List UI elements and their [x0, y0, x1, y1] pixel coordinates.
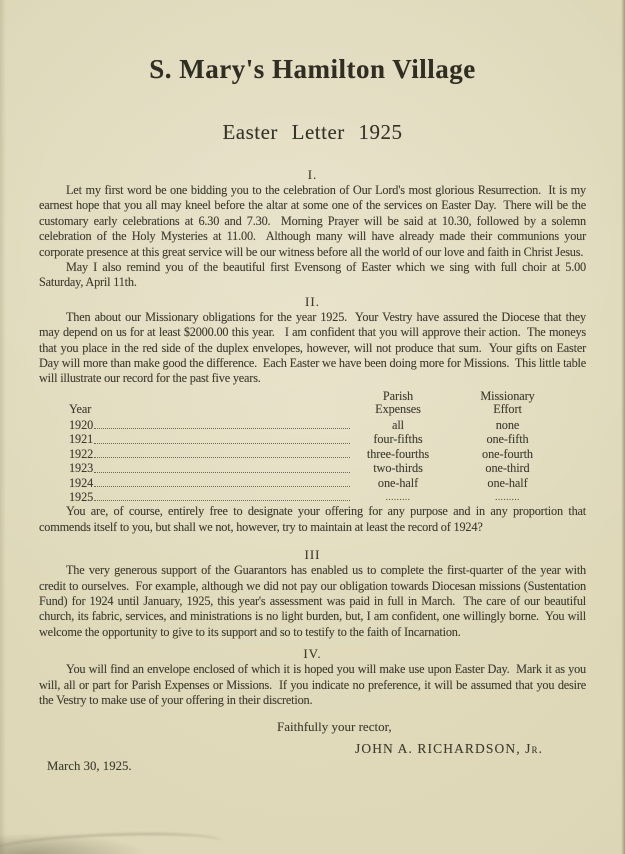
signature: JOHN A. RICHARDSON, Jr. [355, 741, 544, 757]
table-row [69, 418, 560, 432]
dotted-leader [94, 486, 350, 487]
year-value: 1922 [69, 446, 94, 461]
paragraph-designate-offering: You are, of course, entirely free to designate your offering for any purpose and in any proportion that commends itself to you, but shall we not, however, try to maintain at least the record of 1924? [39, 504, 589, 534]
table-row [69, 490, 560, 504]
section-heading-4: IV. [303, 646, 322, 662]
paragraph-envelope: You will find an envelope enclosed of which it is hoped you will make use upon Easter Day. Mark it as you will, all or part for Parish Expenses or Missions. If you indicate no preference, it will be assumed that you desire the Vestry to make use of your offering in their discretion. [39, 662, 589, 707]
dotted-leader [94, 500, 350, 501]
table-row [69, 476, 560, 490]
record-table [69, 390, 560, 504]
year-cell [69, 490, 353, 504]
dotted-leader [94, 472, 350, 473]
valediction: Faithfully your rector, [277, 719, 392, 735]
paragraph-resurrection: Let my first word be one bidding you to the celebration of Our Lord's most glorious Resurrection. It is my earnest hope that you all may kneel before the altar at some one of the services on Easter Day. There will be the customary early celebrations at 6.30 and 7.30. Morning Prayer will be said at 10.30, followed by a solemn celebration of the Holy Mysteries at 11.00. Although many will have already made their communions your corporate presence at this great service will be our witness before all the world of our love and faith in Christ Jesus. [39, 183, 589, 259]
parish-value: all [392, 417, 404, 432]
parish-value-blank: ......... [385, 491, 411, 502]
year-cell [69, 418, 353, 432]
table-row [69, 447, 560, 461]
parish-header-line1: Parish [382, 388, 414, 403]
paragraph-guarantors: The very generous support of the Guarantors has enabled us to complete the first-quarter of the year with credit to ourselves. For example, although we did not pay our obligation towards Diocesan missions (Sustentation Fund) for 1924 until January, 1925, this year's assessment was paid in full in March. The care of our beautiful church, its fabric, services, and ministrations is no light burden, but, I am confident, one willingly borne. You will welcome the opportunity to give to its support and so to testify to the faith of Incarnation. [39, 563, 589, 639]
missionary-header-line2: Effort [493, 402, 522, 417]
column-header-missionary-effort [455, 390, 560, 417]
year-value: 1923 [69, 461, 94, 476]
year-value: 1920 [69, 417, 94, 432]
missionary-value: one-fourth [482, 446, 533, 461]
missionary-header-line1: Missionary [480, 388, 535, 403]
dotted-leader [94, 457, 350, 458]
year-value: 1924 [69, 475, 94, 490]
column-header-parish-expenses [353, 390, 443, 417]
parish-header-line2: Expenses [375, 402, 421, 417]
table-row [69, 432, 560, 446]
parish-value: two-thirds [373, 461, 423, 476]
scan-left-edge [0, 0, 6, 854]
year-cell [69, 447, 353, 461]
table-header-row [69, 390, 560, 417]
section-heading-3: III [304, 547, 321, 563]
year-cell [69, 461, 353, 475]
missionary-value-blank: ......... [495, 491, 520, 502]
year-value: 1925 [69, 489, 94, 504]
parish-value: one-half [377, 475, 419, 490]
year-value: 1921 [69, 432, 94, 447]
date-line: March 30, 1925. [47, 759, 132, 774]
paragraph-evensong: May I also remind you of the beautiful first Evensong of Easter which we sing with full choir at 5.00 Saturday, April 11th. [39, 260, 589, 290]
year-header-label: Year [69, 402, 92, 417]
section-heading-2: II. [305, 293, 320, 309]
year-cell [69, 476, 353, 490]
column-header-year [69, 402, 353, 416]
parish-value: four-fifths [373, 432, 423, 447]
paragraph-missionary-obligations: Then about our Missionary obligations for the year 1925. Your Vestry have assured the Diocese that they may depend on us for at least $2000.00 this year. I am confident that you will approve their action. The moneys that you place in the red side of the duplex envelopes, however, will not produce that sum. Your gifts on Easter Day will more than make good the difference. Each Easter we have been doing more for Missions. This little table will illustrate our record for the past five years. [39, 309, 589, 386]
dotted-leader [94, 443, 350, 444]
missionary-value: one-half [487, 475, 528, 490]
letter-subtitle: Easter Letter 1925 [222, 120, 403, 144]
letterhead-title: S. Mary's Hamilton Village [149, 54, 476, 84]
page-corner-shadow [0, 824, 240, 854]
scan-right-edge [621, 0, 625, 854]
missionary-value: none [495, 417, 520, 432]
parish-value: three-fourths [366, 446, 430, 461]
table-row [69, 461, 560, 475]
missionary-value: one-third [485, 461, 530, 476]
year-cell [69, 432, 353, 446]
section-heading-1: I. [307, 167, 318, 182]
dotted-leader [94, 428, 350, 429]
missionary-value: one-fifth [486, 432, 529, 447]
